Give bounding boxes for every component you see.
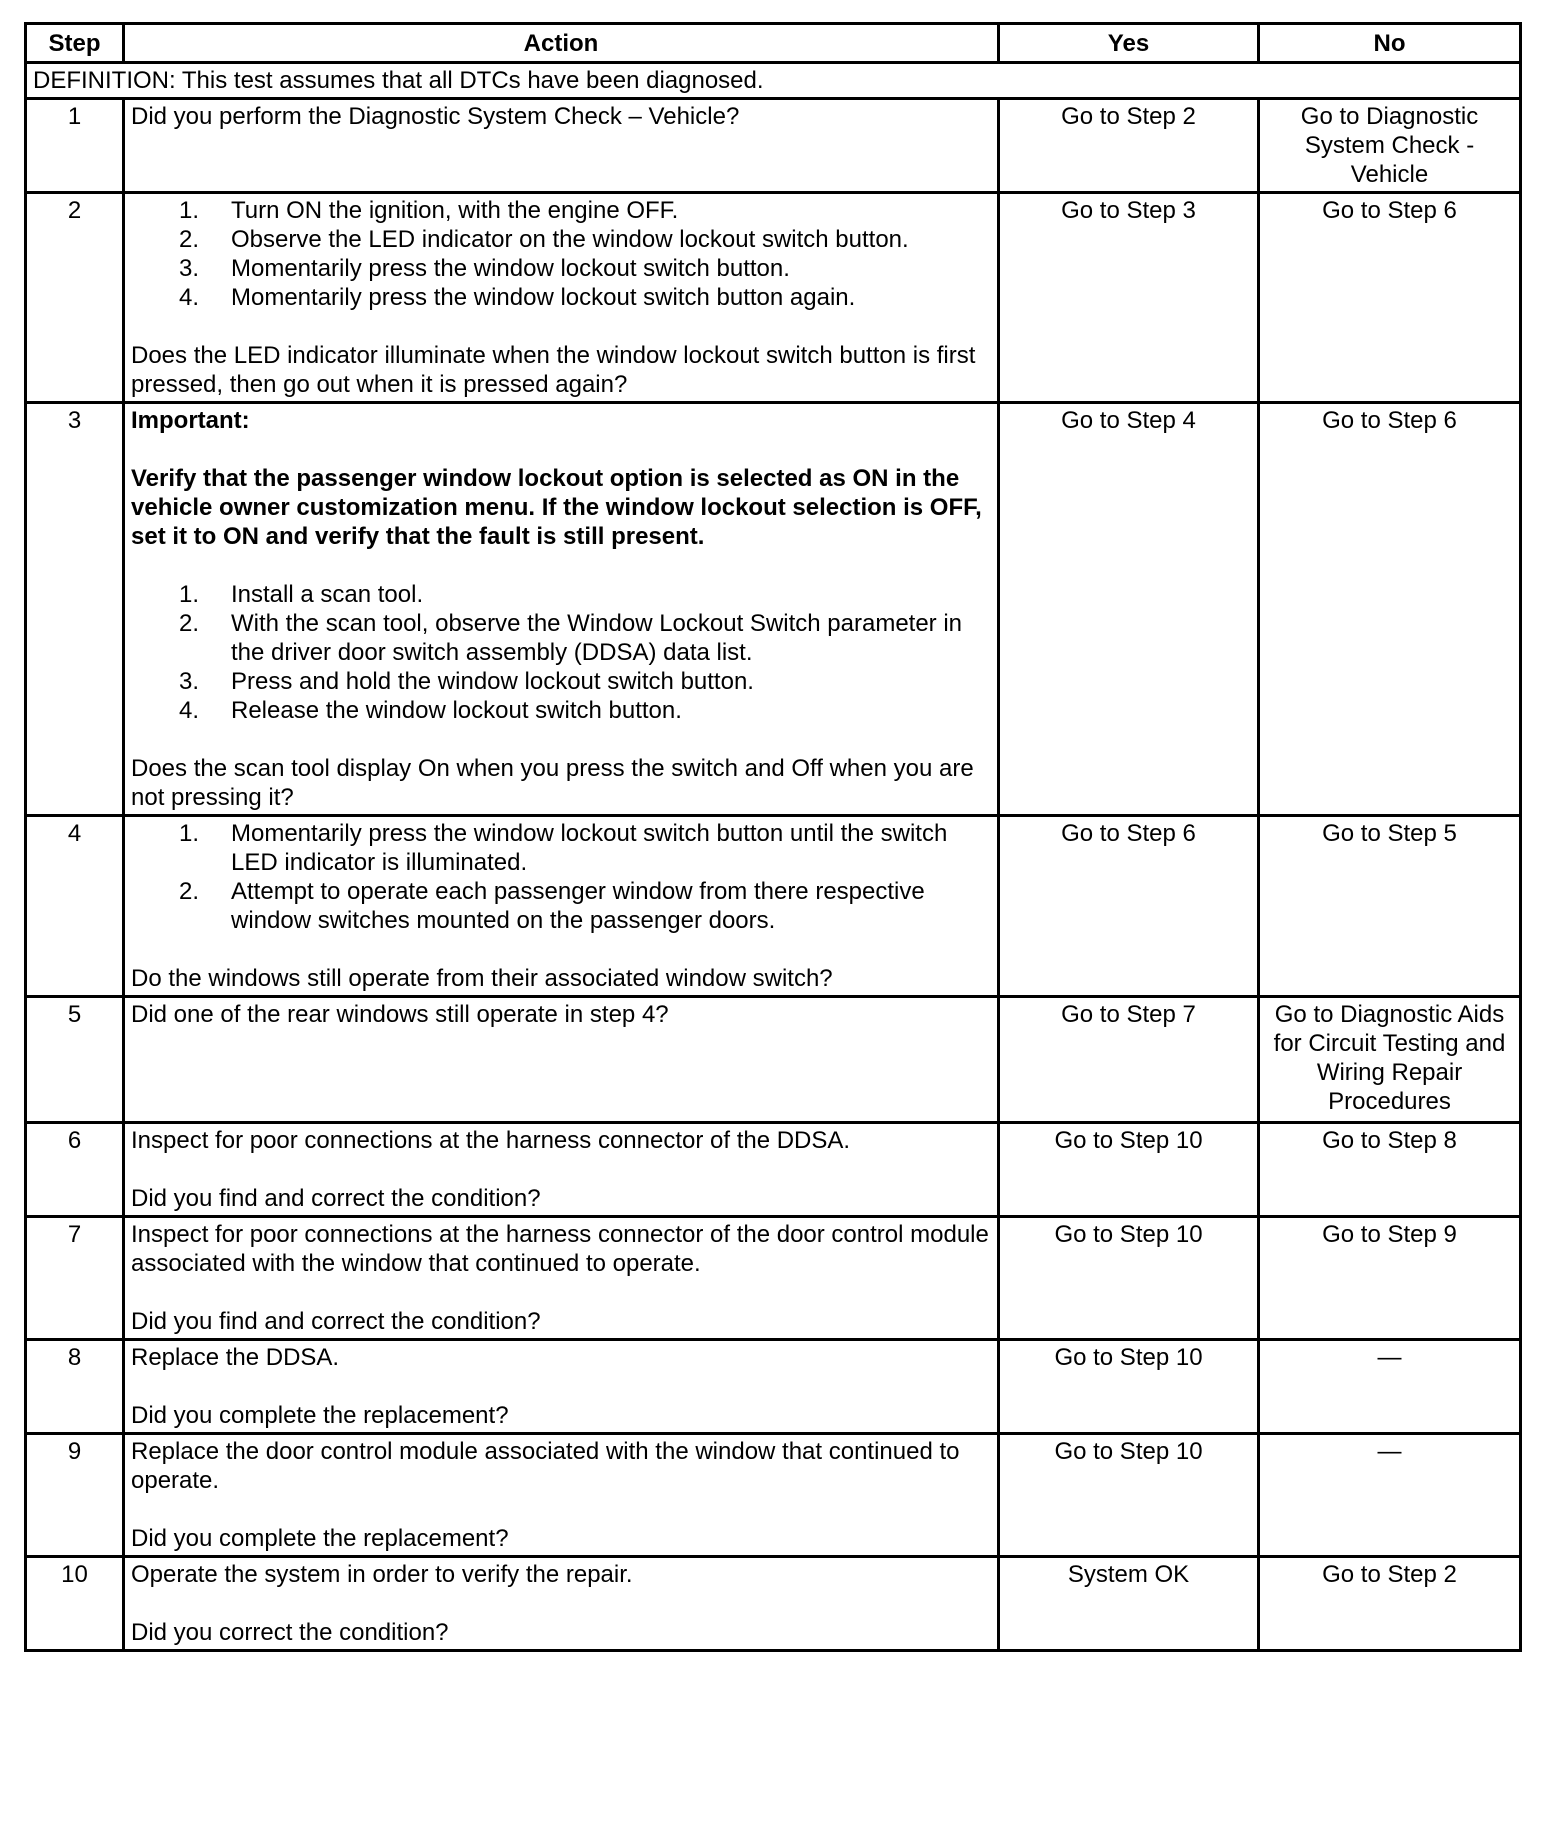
definition-text: DEFINITION: This test assumes that all DTCs have been diagnosed.: [26, 63, 1521, 99]
action-cell: [124, 1340, 999, 1434]
question-text: Does the LED indicator illuminate when the window lockout switch button is first pressed, then go out when it is pressed again?: [131, 342, 976, 398]
no-cell: —: [1259, 1340, 1521, 1434]
yes-cell: System OK: [999, 1557, 1259, 1651]
numbered-list: [131, 819, 991, 935]
list-item: 1. Turn ON the ignition, with the engine OFF.: [179, 197, 679, 224]
header-no: No: [1259, 24, 1521, 63]
yes-cell: Go to Step 7: [999, 997, 1259, 1123]
table-row: [26, 403, 1521, 816]
table-row: [26, 997, 1521, 1123]
important-label: Important:: [131, 407, 250, 434]
header-yes: Yes: [999, 24, 1259, 63]
question-text: Did one of the rear windows still operate in step 4?: [131, 1001, 669, 1028]
question-text: Do the windows still operate from their associated window switch?: [131, 965, 833, 992]
question-text: Did you correct the condition?: [131, 1619, 449, 1646]
no-cell: Go to Diagnostic Aids for Circuit Testing and Wiring Repair Procedures: [1259, 997, 1521, 1123]
header-row: [26, 24, 1521, 63]
question-text: Did you complete the replacement?: [131, 1525, 509, 1552]
table-row: [26, 1217, 1521, 1340]
table-row: [26, 193, 1521, 403]
instruction-text: Inspect for poor connections at the harness connector of the DDSA.: [131, 1127, 851, 1154]
action-cell: [124, 193, 999, 403]
yes-cell: Go to Step 10: [999, 1123, 1259, 1217]
yes-cell: Go to Step 6: [999, 816, 1259, 997]
table-row: [26, 1557, 1521, 1651]
yes-cell: Go to Step 10: [999, 1434, 1259, 1557]
action-cell: [124, 1434, 999, 1557]
action-cell: [124, 816, 999, 997]
table-row: [26, 816, 1521, 997]
no-cell: Go to Step 6: [1259, 193, 1521, 403]
table-row: [26, 1434, 1521, 1557]
yes-cell: Go to Step 4: [999, 403, 1259, 816]
question-text: Did you find and correct the condition?: [131, 1308, 541, 1335]
definition-row: [26, 63, 1521, 99]
yes-cell: Go to Step 10: [999, 1340, 1259, 1434]
list-item: 2. Attempt to operate each passenger window from there respective window switches mounted on the passenger doors.: [179, 878, 925, 934]
table-row: [26, 1123, 1521, 1217]
action-cell: [124, 99, 999, 193]
list-item: 4. Momentarily press the window lockout switch button again.: [179, 284, 856, 311]
action-cell: [124, 1123, 999, 1217]
list-item: 3. Press and hold the window lockout switch button.: [179, 668, 754, 695]
list-item: 1. Momentarily press the window lockout switch button until the switch LED indicator is illuminated.: [179, 820, 948, 876]
step-number: 4: [26, 816, 124, 997]
step-number: 3: [26, 403, 124, 816]
step-number: 1: [26, 99, 124, 193]
yes-cell: Go to Step 10: [999, 1217, 1259, 1340]
no-cell: Go to Step 8: [1259, 1123, 1521, 1217]
action-cell: [124, 403, 999, 816]
numbered-list: [131, 196, 991, 312]
instruction-text: Operate the system in order to verify the repair.: [131, 1561, 633, 1588]
yes-cell: Go to Step 3: [999, 193, 1259, 403]
step-number: 6: [26, 1123, 124, 1217]
header-action: Action: [124, 24, 999, 63]
list-item: 2. Observe the LED indicator on the window lockout switch button.: [179, 226, 909, 253]
table-row: [26, 99, 1521, 193]
question-text: Did you complete the replacement?: [131, 1402, 509, 1429]
no-cell: Go to Step 2: [1259, 1557, 1521, 1651]
question-text: Does the scan tool display On when you press the switch and Off when you are not pressing it?: [131, 755, 974, 811]
numbered-list: [131, 580, 991, 725]
no-cell: —: [1259, 1434, 1521, 1557]
important-text: Verify that the passenger window lockout option is selected as ON in the vehicle owner customization menu. If the window lockout selection is OFF, set it to ON and verify that the fault is still present.: [131, 465, 982, 550]
no-cell: Go to Step 9: [1259, 1217, 1521, 1340]
list-item: 3. Momentarily press the window lockout switch button.: [179, 255, 790, 282]
action-cell: [124, 1217, 999, 1340]
list-item: 4. Release the window lockout switch button.: [179, 697, 682, 724]
diagnostic-table: [24, 22, 1522, 1652]
no-cell: Go to Diagnostic System Check - Vehicle: [1259, 99, 1521, 193]
list-item: 2. With the scan tool, observe the Window Lockout Switch parameter in the driver door switch assembly (DDSA) data list.: [179, 610, 963, 666]
action-cell: [124, 997, 999, 1123]
action-cell: [124, 1557, 999, 1651]
step-number: 9: [26, 1434, 124, 1557]
instruction-text: Inspect for poor connections at the harness connector of the door control module associated with the window that continued to operate.: [131, 1221, 989, 1277]
step-number: 10: [26, 1557, 124, 1651]
header-step: Step: [26, 24, 124, 63]
list-item: 1. Install a scan tool.: [179, 581, 424, 608]
instruction-text: Replace the DDSA.: [131, 1344, 340, 1371]
yes-cell: Go to Step 2: [999, 99, 1259, 193]
question-text: Did you perform the Diagnostic System Check – Vehicle?: [131, 103, 740, 130]
step-number: 5: [26, 997, 124, 1123]
instruction-text: Replace the door control module associated with the window that continued to operate.: [131, 1438, 960, 1494]
step-number: 2: [26, 193, 124, 403]
no-cell: Go to Step 5: [1259, 816, 1521, 997]
table-row: [26, 1340, 1521, 1434]
question-text: Did you find and correct the condition?: [131, 1185, 541, 1212]
step-number: 7: [26, 1217, 124, 1340]
step-number: 8: [26, 1340, 124, 1434]
no-cell: Go to Step 6: [1259, 403, 1521, 816]
